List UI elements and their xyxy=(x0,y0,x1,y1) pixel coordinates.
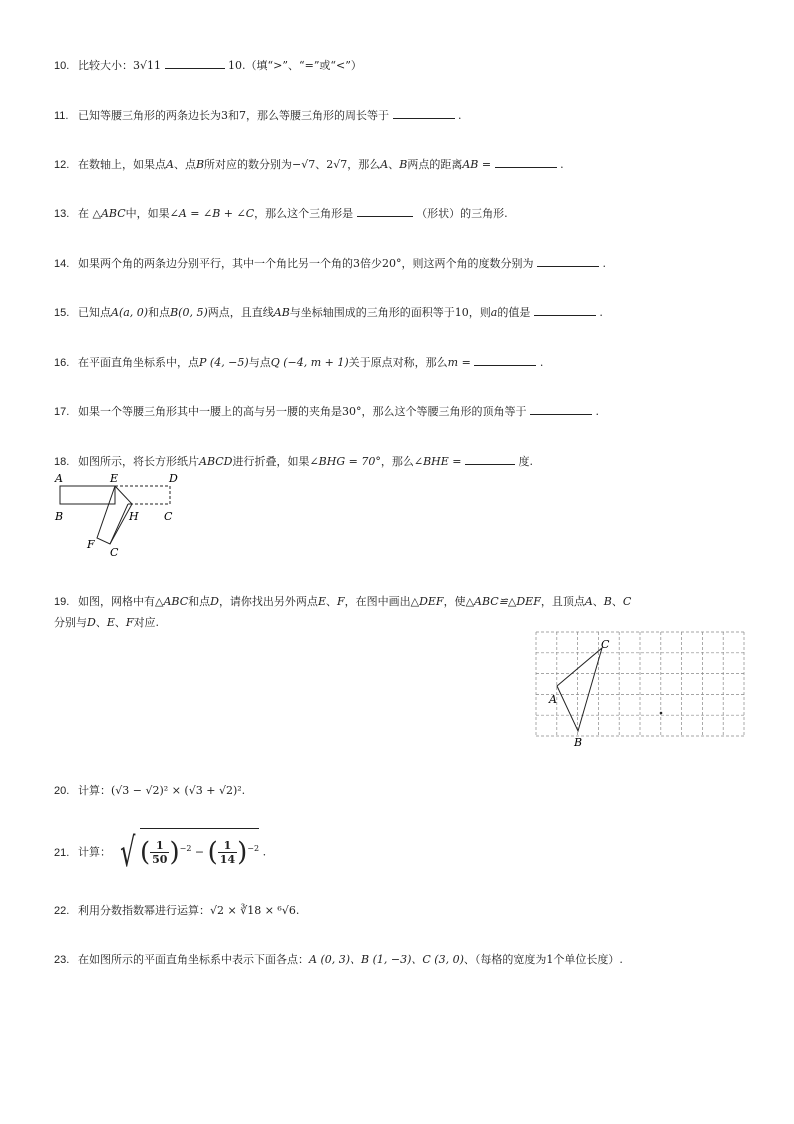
question-text: 计算： xyxy=(78,784,111,797)
math-expression: m = xyxy=(447,356,471,369)
radicand: ( $\frac{1}{50}$ )$^{-2}$ − ( $\frac{1}{14}$ )$^{-2}$ xyxy=(140,828,259,871)
fold-line xyxy=(115,486,132,504)
answer-blank[interactable] xyxy=(537,265,599,267)
answer-blank[interactable] xyxy=(530,413,592,415)
question-20 xyxy=(54,783,245,799)
separator: 、 xyxy=(388,158,400,171)
question-number: 11. xyxy=(54,110,69,122)
question-19-line2 xyxy=(54,615,159,631)
grid-figure xyxy=(530,626,750,754)
label-A: A xyxy=(55,472,63,485)
question-text: 已知点 xyxy=(78,306,111,319)
question-text: （形状）的三角形. xyxy=(416,207,508,220)
question-text: 在 xyxy=(78,207,89,220)
label-C-top: C xyxy=(164,510,173,523)
question-text: ，那么这个等腰三角形的顶角等于 xyxy=(361,405,527,418)
question-text: 、（每格的宽度为1个单位长度）. xyxy=(463,953,623,966)
math-expression: a xyxy=(490,306,498,319)
math-expression: ∠BHG = 70° xyxy=(309,455,381,468)
exponent: −2 xyxy=(247,844,260,853)
math-expression: ∠BHE = xyxy=(413,455,462,468)
question-12 xyxy=(54,157,564,173)
math-expression: 30° xyxy=(342,405,362,418)
question-number: 13. xyxy=(54,208,70,220)
label-H: H xyxy=(129,510,139,523)
point-label: A xyxy=(380,158,389,171)
math-expression: A(a, 0) xyxy=(111,306,149,319)
math-expression: P (4, −5) xyxy=(199,356,249,369)
answer-blank[interactable] xyxy=(357,215,413,217)
question-text: 如果两个角的两条边分别平行，其中一个角比另一个角的3倍少 xyxy=(78,257,382,270)
question-19 xyxy=(54,594,631,610)
math-expression: △ABC≌△DEF xyxy=(465,595,541,608)
math-expression: A (0, 3)、B (1, −3)、C (3, 0) xyxy=(309,953,464,966)
math-expression: √2 × ∛18 × ⁶√6. xyxy=(210,904,300,917)
math-expression: 20° xyxy=(382,257,402,270)
question-text: 如图，网格中有 xyxy=(78,595,155,608)
question-10 xyxy=(54,58,362,74)
question-text: ，在图中画出 xyxy=(344,595,411,608)
question-text: 计算： xyxy=(78,845,111,859)
math-expression: F xyxy=(125,616,134,629)
separator: 、 xyxy=(315,158,327,171)
question-text: . xyxy=(539,356,544,369)
label-D: D xyxy=(169,472,178,485)
math-expression: △ABC xyxy=(155,595,189,608)
point-label: B xyxy=(399,158,408,171)
question-number: 15. xyxy=(54,307,70,319)
question-text: 在如图所示的平面直角坐标系中表示下面各点： xyxy=(78,953,309,966)
question-text: ，则 xyxy=(468,306,491,319)
math-expression: 10 xyxy=(454,306,469,319)
math-expression: E xyxy=(317,595,326,608)
question-text: . xyxy=(602,257,606,270)
question-number: 12. xyxy=(54,159,70,171)
question-text: 对应. xyxy=(133,616,159,629)
point-D xyxy=(660,712,663,715)
math-expression: A xyxy=(584,595,593,608)
math-expression: AB xyxy=(273,306,290,319)
question-text: 的值是 xyxy=(497,306,531,319)
radical-sign: √ xyxy=(119,829,135,876)
math-expression: B xyxy=(603,595,612,608)
question-text: 在平面直角坐标系中，点 xyxy=(78,356,199,369)
question-number: 21. xyxy=(54,846,70,859)
math-expression: E xyxy=(106,616,115,629)
question-text: 10.（填“>”、“=”或“<”） xyxy=(228,59,362,72)
separator: 、 xyxy=(592,595,604,608)
question-18 xyxy=(54,454,533,470)
question-text: . xyxy=(560,158,564,171)
label-C-bottom: C xyxy=(110,546,119,559)
denominator: 14 xyxy=(219,853,236,867)
question-text: 与点 xyxy=(248,356,271,369)
question-text: . xyxy=(595,405,599,418)
question-text: 分别与 xyxy=(54,616,87,629)
question-text: . xyxy=(599,306,603,319)
question-text: ，那么 xyxy=(380,455,414,468)
point-label: A xyxy=(166,158,174,171)
question-11 xyxy=(54,108,462,124)
question-number: 16. xyxy=(54,357,70,369)
separator: 、 xyxy=(611,595,623,608)
math-expression: C xyxy=(622,595,632,608)
question-text: 如果一个等腰三角形其中一腰上的高与另一腰的夹角是 xyxy=(78,405,342,418)
math-expression: (√3 − √2)² × (√3 + √2)². xyxy=(111,784,246,797)
grid-lines xyxy=(536,632,744,736)
math-expression: B(0, 5) xyxy=(170,306,208,319)
question-text: 和点 xyxy=(188,595,211,608)
answer-blank[interactable] xyxy=(534,314,596,316)
label-F: F xyxy=(87,538,95,551)
math-expression: 2√7 xyxy=(326,158,348,171)
question-number: 17. xyxy=(54,406,70,418)
question-number: 22. xyxy=(54,905,70,917)
question-text: . xyxy=(458,109,462,122)
math-expression: ABCD xyxy=(199,455,233,468)
question-text: ，那么这个三角形是 xyxy=(254,207,354,220)
question-text: 中，如果 xyxy=(125,207,170,220)
question-text: 度. xyxy=(518,455,533,468)
question-text: 和点 xyxy=(148,306,171,319)
separator: 、 xyxy=(325,595,337,608)
answer-blank[interactable] xyxy=(393,117,455,119)
question-number: 18. xyxy=(54,456,70,468)
question-21 xyxy=(54,828,266,875)
math-expression: △DEF xyxy=(410,595,444,608)
math-expression: ∠A = ∠B + ∠C xyxy=(169,207,255,220)
question-text: 在数轴上，如果点 xyxy=(78,158,166,171)
operator: − xyxy=(194,845,205,859)
numerator: 1 xyxy=(150,839,169,853)
question-number: 20. xyxy=(54,785,70,797)
question-number: 10. xyxy=(54,60,70,72)
question-text: . xyxy=(262,845,267,859)
answer-blank[interactable] xyxy=(165,67,225,69)
question-number: 19. xyxy=(54,596,70,608)
answer-blank[interactable] xyxy=(474,364,536,366)
numerator: 1 xyxy=(218,839,237,853)
question-text: ，请你找出另外两点 xyxy=(218,595,318,608)
question-number: 14. xyxy=(54,258,70,270)
folded-rectangle-figure xyxy=(52,470,192,562)
question-text: ，使 xyxy=(443,595,466,608)
math-expression: −√7 xyxy=(292,158,316,171)
question-text: 进行折叠，如果 xyxy=(232,455,310,468)
math-expression: 3√11 xyxy=(133,59,162,72)
question-text: ，那么 xyxy=(347,158,381,171)
question-17 xyxy=(54,404,599,420)
point-label: B xyxy=(195,158,205,171)
math-expression: AB = xyxy=(462,158,492,171)
question-text: ，则这两个角的度数分别为 xyxy=(401,257,534,270)
question-text: 、点 xyxy=(173,158,196,171)
rectangle-left-part xyxy=(60,486,115,504)
question-text: 两点，且直线 xyxy=(207,306,274,319)
question-text: 关于原点对称，那么 xyxy=(348,356,448,369)
question-text: 已知等腰三角形的两条边长为3和7，那么等腰三角形的周长等于 xyxy=(78,109,389,122)
question-text: 比较大小： xyxy=(78,59,133,72)
question-number: 23. xyxy=(54,954,70,966)
question-text: 两点的距离 xyxy=(407,158,463,171)
question-13 xyxy=(54,206,508,222)
math-expression: F xyxy=(336,595,345,608)
question-16 xyxy=(54,355,543,371)
triangle-ABC xyxy=(557,648,602,731)
fraction xyxy=(218,839,237,866)
separator: 、 xyxy=(114,616,126,629)
label-E: E xyxy=(110,472,119,485)
math-expression: D xyxy=(87,616,96,629)
question-23 xyxy=(54,952,623,968)
question-text: 所对应的数分别为 xyxy=(204,158,293,171)
answer-blank[interactable] xyxy=(465,463,515,465)
math-expression: △ABC xyxy=(92,207,126,220)
separator: 、 xyxy=(95,616,107,629)
question-text: 利用分数指数幂进行运算： xyxy=(78,904,210,917)
fraction xyxy=(150,839,169,866)
math-expression: Q (−4, m + 1) xyxy=(270,356,349,369)
question-15 xyxy=(54,305,603,321)
label-A: A xyxy=(549,693,557,706)
label-C: C xyxy=(601,638,610,651)
label-B: B xyxy=(574,736,583,749)
question-14 xyxy=(54,256,606,272)
math-expression: D xyxy=(210,595,219,608)
question-text: ，且顶点 xyxy=(540,595,585,608)
answer-blank[interactable] xyxy=(495,166,557,168)
question-text: 如图所示，将长方形纸片 xyxy=(78,455,199,468)
label-B: B xyxy=(55,510,64,523)
question-22 xyxy=(54,903,299,919)
denominator: 50 xyxy=(152,853,168,867)
exponent: −2 xyxy=(179,844,192,853)
question-text: 与坐标轴围成的三角形的面积等于 xyxy=(289,306,455,319)
